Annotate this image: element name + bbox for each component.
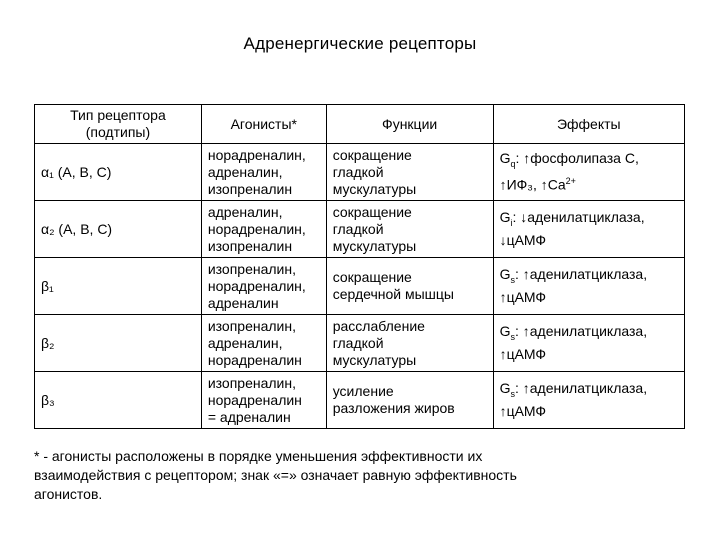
g-protein-subscript: s	[510, 388, 515, 399]
agonists-cell	[201, 144, 326, 201]
effect-line-1	[500, 380, 678, 403]
effects-cell	[493, 315, 684, 372]
header-receptor-type	[35, 105, 202, 144]
table-row	[35, 144, 685, 201]
g-protein-subscript: s	[510, 331, 515, 342]
agonists-cell	[201, 315, 326, 372]
g-protein-subscript: q	[510, 159, 516, 170]
agonist-line: изопреналин,	[207, 260, 296, 277]
agonist-line: адреналин,	[207, 163, 283, 180]
functions-cell	[326, 144, 493, 201]
agonist-line: норадреналин	[207, 391, 302, 408]
functions-cell	[326, 258, 493, 315]
effect-text: : ↑аденилатциклаза,	[514, 266, 648, 283]
page-title: Адренергические рецепторы	[243, 34, 477, 53]
effect-line-2	[500, 289, 678, 306]
function-line: сокращение	[332, 269, 412, 285]
function-line: гладкой	[332, 334, 384, 351]
function-line: сердечной мышцы	[332, 286, 454, 302]
effect-line-1	[500, 323, 678, 346]
function-line: мускулатуры	[332, 237, 417, 254]
effect-text: : ↑фосфолипаза С,	[515, 150, 639, 167]
header-functions: Функции	[326, 105, 493, 144]
table-header-row	[35, 105, 685, 144]
receptor-cell: β₂	[35, 315, 202, 372]
agonist-line: изопреналин	[207, 180, 293, 197]
effects-cell	[493, 201, 684, 258]
effect-text: ↑ИФ₃, ↑Ca	[499, 176, 566, 193]
agonists-cell	[201, 201, 326, 258]
table-row	[35, 372, 685, 429]
effect-text: ↑цАМФ	[499, 345, 547, 362]
g-protein-label: G	[499, 266, 511, 283]
agonist-line: адреналин,	[207, 334, 283, 351]
effect-text: : ↑аденилатциклаза,	[514, 380, 648, 397]
function-line: гладкой	[332, 220, 384, 237]
g-protein-subscript: s	[510, 274, 515, 285]
agonist-line: изопреналин,	[207, 374, 296, 391]
receptor-cell: β₁	[35, 258, 202, 315]
agonist-line: норадреналин	[207, 351, 302, 368]
effect-line-1	[500, 266, 678, 289]
agonist-line: изопреналин	[207, 237, 293, 254]
receptor-table	[34, 104, 685, 429]
table-row	[35, 315, 685, 372]
effect-line-2	[500, 403, 678, 420]
effect-line-1	[500, 150, 678, 173]
effect-line-1	[500, 209, 678, 232]
function-line: мускулатуры	[332, 180, 417, 197]
table-row	[35, 258, 685, 315]
agonist-line: адреналин,	[207, 203, 283, 220]
header-receptor-line1: Тип рецептора	[70, 107, 166, 123]
agonist-line: норадреналин,	[207, 146, 306, 163]
agonists-cell	[201, 372, 326, 429]
effects-cell	[493, 372, 684, 429]
header-effects: Эффекты	[493, 105, 684, 144]
effect-line-2	[500, 173, 678, 194]
functions-cell	[326, 201, 493, 258]
receptor-cell: α₁ (A, B, C)	[35, 144, 202, 201]
g-protein-label: G	[499, 209, 511, 226]
ion-charge-superscript: 2+	[565, 176, 576, 187]
function-line: сокращение	[332, 146, 412, 163]
function-line: разложения жиров	[332, 400, 455, 416]
agonist-line: норадреналин,	[207, 277, 306, 294]
receptor-cell: α₂ (A, B, C)	[35, 201, 202, 258]
g-protein-label: G	[499, 380, 511, 397]
footnote-line: * - агонисты расположены в порядке уменьшения эффективности их	[34, 448, 483, 464]
agonist-line: изопреналин,	[207, 317, 296, 334]
function-line: усиление	[332, 383, 394, 399]
functions-cell	[326, 372, 493, 429]
table-row	[35, 201, 685, 258]
function-line: гладкой	[332, 163, 384, 180]
footnote	[34, 447, 654, 504]
receptor-cell: β₃	[35, 372, 202, 429]
effect-text: ↓цАМФ	[499, 231, 547, 248]
agonist-line: адреналин	[207, 294, 279, 311]
function-line: сокращение	[332, 203, 412, 220]
g-protein-label: G	[499, 150, 511, 167]
agonists-cell	[201, 258, 326, 315]
effect-text: ↑цАМФ	[499, 288, 547, 305]
effects-cell	[493, 258, 684, 315]
function-line: расслабление	[332, 317, 425, 334]
footnote-line: взаимодействия с рецептором; знак «=» означает равную эффективность	[34, 467, 517, 483]
effect-text: : ↓аденилатциклаза,	[512, 209, 645, 226]
agonist-line: норадреналин,	[207, 220, 306, 237]
header-receptor-line2: (подтипы)	[85, 124, 151, 140]
effect-text: ↑цАМФ	[499, 402, 547, 419]
agonist-line: = адреналин	[207, 408, 291, 425]
header-agonists: Агонисты*	[201, 105, 326, 144]
effect-text: : ↑аденилатциклаза,	[514, 323, 648, 340]
footnote-line: агонистов.	[34, 486, 103, 502]
effect-line-2	[500, 232, 678, 249]
effect-line-2	[500, 346, 678, 363]
function-line: мускулатуры	[332, 351, 417, 368]
g-protein-subscript: i	[510, 217, 513, 228]
functions-cell	[326, 315, 493, 372]
effects-cell	[493, 144, 684, 201]
g-protein-label: G	[499, 323, 511, 340]
